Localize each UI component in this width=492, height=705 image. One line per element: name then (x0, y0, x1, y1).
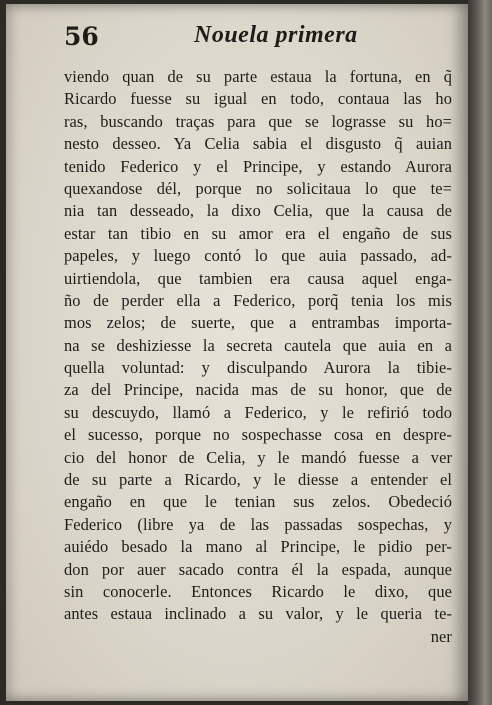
text-line: antes estaua inclinado a su valor, y le queria te- (64, 604, 452, 624)
text-line: quella voluntad: y disculpando Aurora la tibie- (64, 358, 452, 378)
text-line: mos zelos; de suerte, que a entrambas importa- (64, 313, 452, 333)
book-page (6, 4, 468, 701)
text-line: cio del honor de Celia, y le mandó fuesse a ver (64, 447, 452, 467)
page-header (64, 22, 444, 56)
text-line: ras, buscando traças para que se lograsse su ho= (64, 111, 452, 131)
text-line: de su parte a Ricardo, y le diesse a entender el (64, 470, 452, 490)
text-line: papeles, y luego contó lo que auia passado, ad- (64, 246, 452, 266)
page-number: 56 (64, 22, 99, 51)
catchword: ner (430, 626, 452, 646)
text-line: na se deshiziesse la secreta cautela que auia en a (64, 335, 452, 355)
text-line: Ricardo fuesse su igual en todo, contaua las ho (64, 89, 452, 109)
text-line: uirtiendola, que tambien era causa aquel enga- (64, 268, 452, 288)
text-line: nesto desseo. Ya Celia sabia el disgusto q̃ auian (64, 134, 452, 154)
text-line: nia tan desseado, la dixo Celia, que la causa de (64, 201, 452, 221)
text-line: don por auer sacado contra él la espada, aunque (64, 559, 452, 579)
book-gutter (468, 0, 492, 705)
running-title: Nouela primera (194, 22, 358, 48)
text-line: quexandose dél, porque no solicitaua lo que te= (64, 178, 452, 198)
text-line: el sucesso, porque no sospechasse cosa en despre- (64, 425, 452, 445)
text-line: ño de perder ella a Federico, porq̃ tenia los mis (64, 290, 452, 310)
text-line: viendo quan de su parte estaua la fortuna, en q̃ (64, 67, 452, 86)
text-line: su descuydo, llamó a Federico, y le refirió todo (64, 402, 452, 422)
text-line: auiédo besado la mano al Principe, le pidio per- (64, 537, 452, 557)
text-line: estar tan tibio en su amor era el engaño de sus (64, 223, 452, 243)
text-line: Federico (libre ya de las passadas sospechas, y (64, 514, 452, 534)
text-line: tenido Federico y el Principe, y estando Aurora (64, 156, 452, 176)
text-line: engaño en que le tenian sus zelos. Obedeció (64, 492, 452, 512)
body-text (64, 66, 452, 648)
text-line: sin conocerle. Entonces Ricardo le dixo, que (64, 581, 452, 601)
text-line: za del Principe, nacida mas de su honor, que de (64, 380, 452, 400)
